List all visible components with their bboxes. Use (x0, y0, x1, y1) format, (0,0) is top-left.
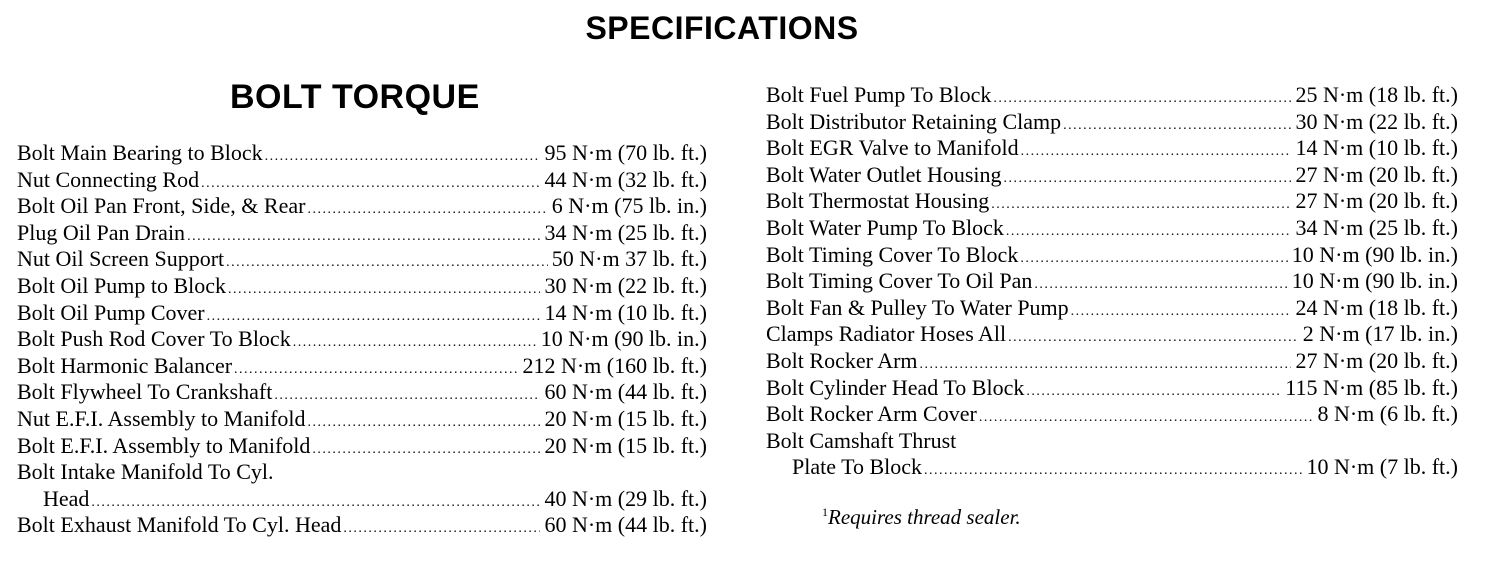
section-title-bolt-torque: BOLT TORQUE (230, 78, 480, 116)
spec-label: Clamps Radiator Hoses All (766, 321, 1007, 347)
dot-leader (307, 197, 547, 224)
spec-value: 10 N·m (90 lb. in.) (1291, 241, 1458, 267)
spec-value: 27 N·m (20 lb. ft.) (1295, 161, 1458, 187)
spec-label: Bolt Oil Pump Cover (17, 299, 205, 325)
spec-row (766, 454, 1458, 481)
spec-row (17, 326, 707, 353)
footnote-marker: 1 (822, 505, 828, 519)
spec-row (17, 140, 707, 167)
spec-value: 50 N·m 37 lb. ft.) (551, 246, 707, 272)
dot-leader (1026, 379, 1281, 406)
spec-row (17, 486, 707, 513)
spec-value: 30 N·m (22 lb. ft.) (544, 272, 707, 298)
spec-row (766, 215, 1458, 242)
spec-label: Bolt Harmonic Balancer (17, 352, 233, 378)
spec-value: 14 N·m (10 lb. ft.) (544, 299, 707, 325)
spec-value: 27 N·m (20 lb. ft.) (1295, 188, 1458, 214)
spec-row (766, 242, 1458, 269)
spec-value: 20 N·m (15 lb. ft.) (544, 405, 707, 431)
spec-label: Bolt Timing Cover To Oil Pan (766, 268, 1033, 294)
spec-value: 60 N·m (44 lb. ft.) (544, 512, 707, 538)
spec-label: Bolt Timing Cover To Block (766, 241, 1019, 267)
spec-value: 10 N·m (90 lb. in.) (1291, 268, 1458, 294)
dot-leader (1071, 299, 1292, 326)
spec-row (766, 82, 1458, 109)
spec-row (17, 406, 707, 433)
dot-leader (1021, 139, 1292, 166)
spec-label: Bolt Rocker Arm (766, 347, 918, 373)
right-spec-list (766, 82, 1458, 481)
spec-row (766, 109, 1458, 136)
spec-row (766, 135, 1458, 162)
spec-value: 14 N·m (10 lb. ft.) (1295, 135, 1458, 161)
spec-label: Bolt Flywheel To Crankshaft (17, 379, 273, 405)
spec-row (17, 193, 707, 220)
page-title: SPECIFICATIONS (585, 10, 859, 46)
spec-label: Bolt Thermostat Housing (766, 188, 990, 214)
spec-value: 8 N·m (6 lb. ft.) (1317, 401, 1458, 427)
spec-label: Bolt Main Bearing to Block (17, 140, 263, 165)
spec-label: Bolt Cylinder Head To Block (766, 374, 1025, 400)
spec-value: 30 N·m (22 lb. ft.) (1295, 108, 1458, 134)
spec-value: 115 N·m (85 lb. ft.) (1285, 374, 1458, 400)
spec-label: Nut E.F.I. Assembly to Manifold (17, 405, 306, 431)
spec-value: 10 N·m (7 lb. ft.) (1306, 454, 1458, 480)
dot-leader (293, 330, 537, 357)
spec-row (766, 162, 1458, 189)
footnote-text: Requires thread sealer. (828, 505, 1021, 529)
dot-leader (226, 250, 548, 277)
spec-value: 34 N·m (25 lb. ft.) (1295, 214, 1458, 240)
spec-row (766, 401, 1458, 428)
spec-value: 27 N·m (20 lb. ft.) (1295, 347, 1458, 373)
spec-value: 60 N·m (44 lb. ft.) (544, 379, 707, 405)
spec-label: Bolt Water Pump To Block (766, 214, 1004, 240)
dot-leader (308, 410, 541, 437)
footnote (822, 505, 1021, 530)
dot-leader (228, 277, 540, 304)
dot-leader (1006, 219, 1292, 246)
spec-value: 212 N·m (160 lb. ft.) (522, 352, 707, 378)
spec-value: 10 N·m (90 lb. in.) (540, 326, 707, 352)
spec-value: 95 N·m (70 lb. ft.) (544, 140, 707, 165)
dot-leader (991, 192, 1291, 219)
dot-leader (187, 224, 540, 251)
spec-value: 20 N·m (15 lb. ft.) (544, 432, 707, 458)
spec-label: Bolt Camshaft Thrust (766, 427, 957, 453)
spec-label: Plug Oil Pan Drain (17, 219, 186, 245)
dot-leader (265, 144, 541, 171)
dot-leader (924, 458, 1302, 485)
spec-label: Bolt EGR Valve to Manifold (766, 135, 1019, 161)
left-spec-list (17, 140, 707, 539)
spec-label: Bolt Rocker Arm Cover (766, 401, 977, 427)
spec-value: 6 N·m (75 lb. in.) (551, 193, 707, 219)
spec-row (17, 512, 707, 539)
spec-row (766, 428, 1458, 455)
spec-row (17, 300, 707, 327)
spec-row (766, 295, 1458, 322)
spec-row (17, 246, 707, 273)
spec-value: 24 N·m (18 lb. ft.) (1295, 294, 1458, 320)
spec-row (766, 188, 1458, 215)
spec-row (17, 167, 707, 194)
spec-label: Bolt Water Outlet Housing (766, 161, 1002, 187)
spec-row (17, 220, 707, 247)
dot-leader (1063, 113, 1291, 140)
spec-value: 40 N·m (29 lb. ft.) (544, 485, 707, 511)
spec-label: Head (43, 485, 90, 511)
spec-row (17, 433, 707, 460)
dot-leader (1020, 246, 1287, 273)
spec-label: Bolt Distributor Retaining Clamp (766, 108, 1062, 134)
spec-label: Bolt Exhaust Manifold To Cyl. Head (17, 512, 342, 538)
spec-row (17, 273, 707, 300)
spec-row (766, 348, 1458, 375)
spec-label: Bolt Fuel Pump To Block (766, 82, 992, 107)
spec-value: 44 N·m (32 lb. ft.) (544, 166, 707, 192)
spec-label: Nut Connecting Rod (17, 166, 200, 192)
dot-leader (274, 383, 540, 410)
spec-row (17, 379, 707, 406)
dot-leader (343, 516, 540, 543)
dot-leader (1008, 325, 1299, 352)
spec-row (17, 459, 707, 486)
dot-leader (1004, 166, 1292, 193)
dot-leader (1034, 272, 1287, 299)
spec-label: Plate To Block (792, 454, 923, 480)
spec-label: Bolt Intake Manifold To Cyl. (17, 459, 274, 485)
spec-label: Bolt Fan & Pulley To Water Pump (766, 294, 1069, 320)
spec-row (17, 353, 707, 380)
spec-row (766, 375, 1458, 402)
spec-label: Bolt Push Rod Cover To Block (17, 326, 291, 352)
spec-label: Bolt Oil Pump to Block (17, 272, 227, 298)
spec-label: Bolt E.F.I. Assembly to Manifold (17, 432, 311, 458)
spec-label: Nut Oil Screen Support (17, 246, 225, 272)
spec-label: Bolt Oil Pan Front, Side, & Rear (17, 193, 306, 219)
dot-leader (234, 357, 518, 384)
spec-value: 25 N·m (18 lb. ft.) (1295, 82, 1458, 107)
spec-row (766, 268, 1458, 295)
spec-value: 2 N·m (17 lb. in.) (1302, 321, 1458, 347)
spec-value: 34 N·m (25 lb. ft.) (544, 219, 707, 245)
spec-row (766, 321, 1458, 348)
